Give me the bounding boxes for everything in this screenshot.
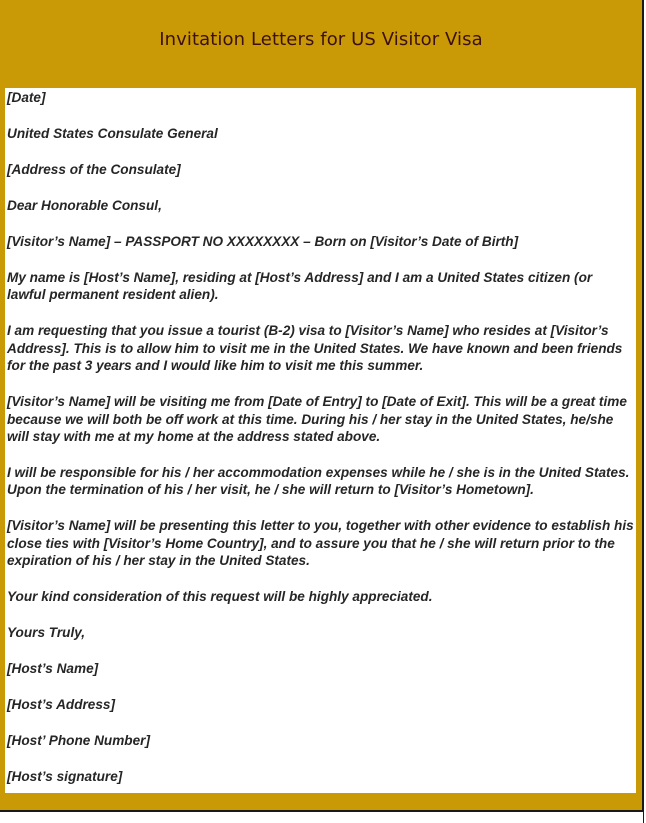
paragraph-intro: My name is [Host’s Name], residing at [Host’s Address] and I am a United States citizen (or lawful permanent resident alien). [7, 270, 593, 303]
salutation: Dear Honorable Consul, [7, 198, 162, 213]
page-title: Invitation Letters for US Visitor Visa [159, 29, 483, 50]
sign-off: Yours Truly, [7, 625, 86, 641]
paragraph-ties: [Visitor’s Name] will be presenting this letter to you, together with other evidence to establish his close ties with [Visitor’s Home Country], and to assure you that he / she will return prior to the expiration of his / her stay in the United States. [7, 518, 634, 569]
consulate-address: [Address of the Consulate] [7, 162, 181, 177]
paragraph-request: I am requesting that you issue a tourist (B-2) visa to [Visitor’s Name] who resides at [Visitor’s Address]. This is to allow him to visit me in the United States. We have known and been friends for the past 3 years and I would like him to visit me this summer. [7, 323, 623, 374]
host-signature: [Host’s signature] [7, 769, 123, 785]
letter-body [5, 88, 636, 793]
host-name: [Host’s Name] [7, 661, 99, 677]
paragraph-expenses: I will be responsible for his / her accommodation expenses while he / she is in the United States. Upon the termination of his / her visit, he / she will return to [Visitor’s Hometown]. [7, 465, 630, 498]
letter-date: [Date] [7, 90, 46, 105]
host-address: [Host’s Address] [7, 697, 116, 713]
paragraph-closing: Your kind consideration of this request will be highly appreciated. [7, 589, 433, 605]
host-phone: [Host’ Phone Number] [7, 733, 150, 749]
letter-recipient: United States Consulate General [7, 126, 218, 141]
paragraph-dates: [Visitor’s Name] will be visiting me from [Date of Entry] to [Date of Exit]. This will be a great time because we will both be off work at this time. During his / her stay in the United States, he/she will stay with me at my home at the address stated above. [7, 394, 627, 445]
bottom-margin [0, 810, 643, 823]
reference-line: [Visitor’s Name] – PASSPORT NO XXXXXXXX – Born on [Visitor’s Date of Birth] [7, 234, 519, 249]
